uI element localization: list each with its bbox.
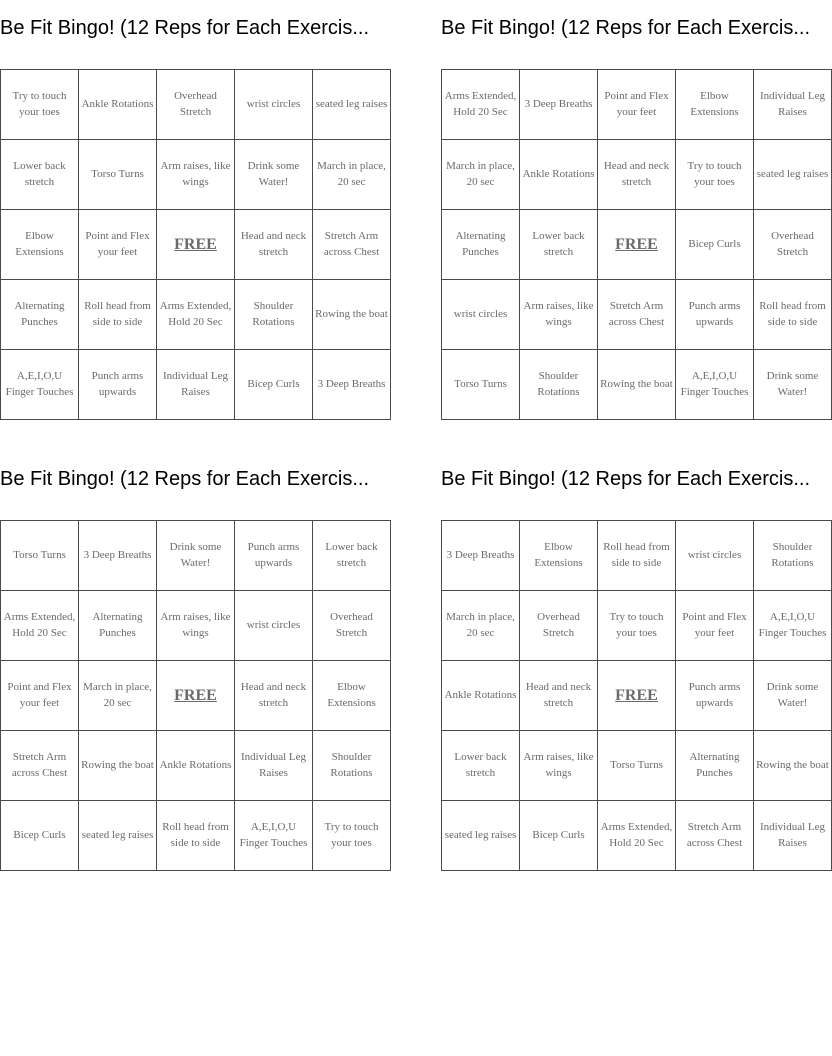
grid-cell: Rowing the boat	[79, 731, 157, 801]
grid-cell: Stretch Arm across Chest	[598, 280, 676, 350]
grid-cell: March in place, 20 sec	[79, 661, 157, 731]
grid-cell: Arm raises, like wings	[157, 140, 235, 210]
grid-cell: Arm raises, like wings	[520, 731, 598, 801]
grid-cell: Punch arms upwards	[79, 350, 157, 420]
bingo-grid	[441, 69, 832, 420]
grid-cell: Ankle Rotations	[442, 661, 520, 731]
grid-cell: Drink some Water!	[754, 350, 832, 420]
grid-cell: March in place, 20 sec	[442, 591, 520, 661]
grid-cell: Arms Extended, Hold 20 Sec	[598, 801, 676, 871]
grid-row	[442, 210, 832, 280]
card-title: Be Fit Bingo! (12 Reps for Each Exercis...	[441, 17, 811, 39]
grid-cell: seated leg raises	[442, 801, 520, 871]
free-space-cell: FREE	[157, 210, 235, 280]
grid-cell: Head and neck stretch	[598, 140, 676, 210]
grid-cell: A,E,I,O,U Finger Touches	[676, 350, 754, 420]
grid-row	[1, 280, 391, 350]
grid-cell: Drink some Water!	[157, 521, 235, 591]
grid-cell: Lower back stretch	[1, 140, 79, 210]
grid-cell: 3 Deep Breaths	[79, 521, 157, 591]
grid-cell: 3 Deep Breaths	[442, 521, 520, 591]
grid-cell: wrist circles	[235, 591, 313, 661]
grid-cell: Point and Flex your feet	[676, 591, 754, 661]
grid-cell: Torso Turns	[598, 731, 676, 801]
card-title: Be Fit Bingo! (12 Reps for Each Exercis...	[0, 17, 370, 39]
grid-cell: Bicep Curls	[235, 350, 313, 420]
grid-row	[1, 731, 391, 801]
grid-cell: Try to touch your toes	[598, 591, 676, 661]
grid-cell: Head and neck stretch	[235, 661, 313, 731]
grid-cell: Bicep Curls	[676, 210, 754, 280]
grid-cell: Try to touch your toes	[313, 801, 391, 871]
grid-cell: Point and Flex your feet	[1, 661, 79, 731]
bingo-grid	[441, 520, 832, 871]
grid-cell: Ankle Rotations	[520, 140, 598, 210]
grid-cell: Head and neck stretch	[235, 210, 313, 280]
grid-row	[1, 140, 391, 210]
grid-cell: Stretch Arm across Chest	[313, 210, 391, 280]
grid-cell: Lower back stretch	[442, 731, 520, 801]
grid-row	[442, 661, 832, 731]
card-title: Be Fit Bingo! (12 Reps for Each Exercis...	[0, 468, 370, 490]
grid-cell: Rowing the boat	[598, 350, 676, 420]
bingo-card-2	[441, 14, 829, 420]
grid-row	[442, 731, 832, 801]
free-space-cell: FREE	[598, 210, 676, 280]
grid-cell: Individual Leg Raises	[754, 801, 832, 871]
grid-cell: Arms Extended, Hold 20 Sec	[1, 591, 79, 661]
bingo-grid	[0, 520, 391, 871]
grid-cell: Shoulder Rotations	[754, 521, 832, 591]
grid-cell: wrist circles	[442, 280, 520, 350]
grid-cell: seated leg raises	[313, 70, 391, 140]
grid-row	[1, 521, 391, 591]
grid-cell: Torso Turns	[442, 350, 520, 420]
grid-cell: Alternating Punches	[676, 731, 754, 801]
grid-cell: 3 Deep Breaths	[313, 350, 391, 420]
grid-cell: Ankle Rotations	[79, 70, 157, 140]
grid-row	[442, 350, 832, 420]
bingo-card-1	[0, 14, 388, 420]
grid-cell: Arms Extended, Hold 20 Sec	[442, 70, 520, 140]
grid-row	[1, 210, 391, 280]
grid-cell: Elbow Extensions	[676, 70, 754, 140]
grid-cell: A,E,I,O,U Finger Touches	[754, 591, 832, 661]
grid-cell: Alternating Punches	[1, 280, 79, 350]
grid-cell: seated leg raises	[79, 801, 157, 871]
grid-cell: Punch arms upwards	[235, 521, 313, 591]
grid-row	[1, 591, 391, 661]
grid-cell: Torso Turns	[79, 140, 157, 210]
grid-cell: wrist circles	[235, 70, 313, 140]
bingo-card-3	[0, 465, 379, 871]
grid-cell: March in place, 20 sec	[442, 140, 520, 210]
grid-cell: Individual Leg Raises	[235, 731, 313, 801]
grid-row	[442, 591, 832, 661]
grid-cell: Drink some Water!	[754, 661, 832, 731]
grid-cell: Try to touch your toes	[1, 70, 79, 140]
grid-cell: Stretch Arm across Chest	[1, 731, 79, 801]
card-title: Be Fit Bingo! (12 Reps for Each Exercis...	[441, 468, 811, 490]
grid-cell: Individual Leg Raises	[754, 70, 832, 140]
grid-cell: Individual Leg Raises	[157, 350, 235, 420]
grid-cell: Bicep Curls	[1, 801, 79, 871]
grid-cell: Roll head from side to side	[754, 280, 832, 350]
grid-cell: Ankle Rotations	[157, 731, 235, 801]
grid-cell: Overhead Stretch	[313, 591, 391, 661]
grid-cell: Arm raises, like wings	[520, 280, 598, 350]
grid-cell: Arm raises, like wings	[157, 591, 235, 661]
grid-cell: A,E,I,O,U Finger Touches	[1, 350, 79, 420]
grid-cell: Elbow Extensions	[313, 661, 391, 731]
grid-row	[1, 801, 391, 871]
grid-cell: Arms Extended, Hold 20 Sec	[157, 280, 235, 350]
grid-cell: Overhead Stretch	[520, 591, 598, 661]
grid-cell: Torso Turns	[1, 521, 79, 591]
grid-row	[442, 801, 832, 871]
grid-cell: seated leg raises	[754, 140, 832, 210]
grid-cell: Roll head from side to side	[598, 521, 676, 591]
grid-cell: Shoulder Rotations	[313, 731, 391, 801]
grid-cell: Rowing the boat	[754, 731, 832, 801]
grid-cell: 3 Deep Breaths	[520, 70, 598, 140]
grid-cell: Head and neck stretch	[520, 661, 598, 731]
grid-cell: Elbow Extensions	[520, 521, 598, 591]
grid-cell: March in place, 20 sec	[313, 140, 391, 210]
grid-cell: Overhead Stretch	[157, 70, 235, 140]
grid-cell: Bicep Curls	[520, 801, 598, 871]
grid-cell: Drink some Water!	[235, 140, 313, 210]
grid-cell: Rowing the boat	[313, 280, 391, 350]
grid-cell: Punch arms upwards	[676, 661, 754, 731]
grid-cell: Lower back stretch	[313, 521, 391, 591]
bingo-card-4	[441, 465, 829, 871]
grid-row	[442, 70, 832, 140]
grid-row	[1, 70, 391, 140]
free-space-cell: FREE	[157, 661, 235, 731]
grid-row	[442, 280, 832, 350]
grid-row	[1, 661, 391, 731]
grid-row	[442, 140, 832, 210]
grid-cell: Punch arms upwards	[676, 280, 754, 350]
grid-cell: Point and Flex your feet	[598, 70, 676, 140]
grid-row	[442, 521, 832, 591]
grid-cell: Alternating Punches	[79, 591, 157, 661]
grid-row	[1, 350, 391, 420]
grid-cell: Alternating Punches	[442, 210, 520, 280]
grid-cell: Overhead Stretch	[754, 210, 832, 280]
grid-cell: Roll head from side to side	[79, 280, 157, 350]
grid-cell: Shoulder Rotations	[520, 350, 598, 420]
grid-cell: Stretch Arm across Chest	[676, 801, 754, 871]
grid-cell: Point and Flex your feet	[79, 210, 157, 280]
grid-cell: Shoulder Rotations	[235, 280, 313, 350]
grid-cell: A,E,I,O,U Finger Touches	[235, 801, 313, 871]
grid-cell: Lower back stretch	[520, 210, 598, 280]
bingo-grid	[0, 69, 391, 420]
grid-cell: wrist circles	[676, 521, 754, 591]
grid-cell: Try to touch your toes	[676, 140, 754, 210]
grid-cell: Elbow Extensions	[1, 210, 79, 280]
free-space-cell: FREE	[598, 661, 676, 731]
grid-cell: Roll head from side to side	[157, 801, 235, 871]
